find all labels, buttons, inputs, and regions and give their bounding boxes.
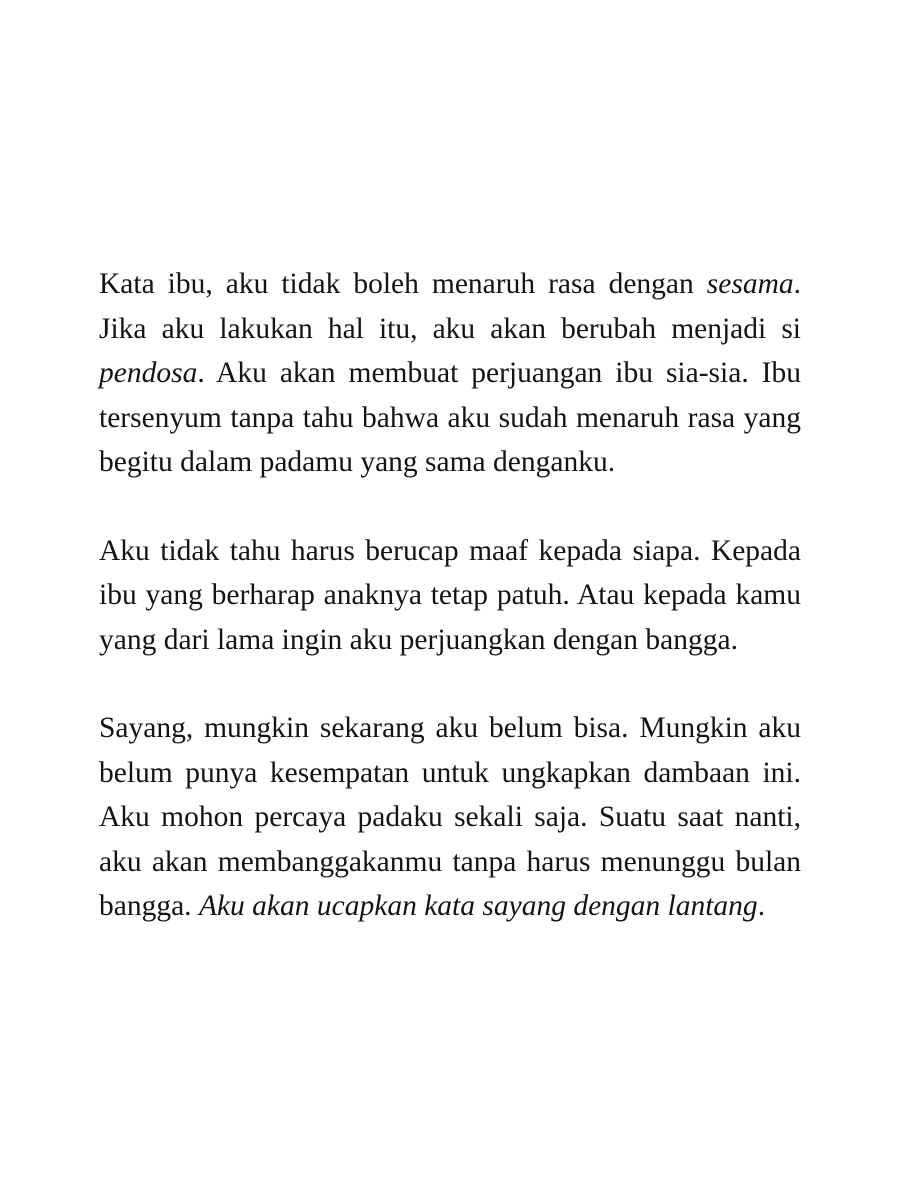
text-run: Aku tidak tahu harus berucap maaf kepada siapa. Kepada ibu yang berharap anaknya tetap patuh. Atau kepada kamu yang dari lama ingin aku perjuangkan dengan bangga. — [99, 534, 801, 656]
paragraph-1 — [99, 262, 801, 485]
text-run: . — [757, 890, 766, 922]
italic-run: pendosa — [99, 357, 198, 389]
text-run: Sayang, mungkin sekarang aku belum bisa. Mungkin aku belum punya kesempatan untuk ungkapkan dambaan ini. Aku mohon percaya padaku sekali saja. Suatu saat nanti, aku akan membanggakanmu tanpa harus menunggu bulan bangga. — [99, 712, 801, 922]
italic-run: sesama — [706, 268, 794, 300]
body-text — [99, 262, 801, 929]
text-run: . Aku akan membuat perjuangan ibu sia-sia. Ibu tersenyum tanpa tahu bahwa aku sudah menaruh rasa yang begitu dalam padamu yang sama denganku. — [99, 357, 801, 478]
italic-run: Aku akan ucapkan kata sayang dengan lantang — [198, 890, 758, 922]
paragraph-2 — [99, 529, 801, 663]
text-run: . Jika aku lakukan hal itu, aku akan berubah menjadi si — [99, 268, 801, 345]
text-run: Kata ibu, aku tidak boleh menaruh rasa dengan — [99, 268, 707, 300]
paragraph-3 — [99, 706, 801, 929]
